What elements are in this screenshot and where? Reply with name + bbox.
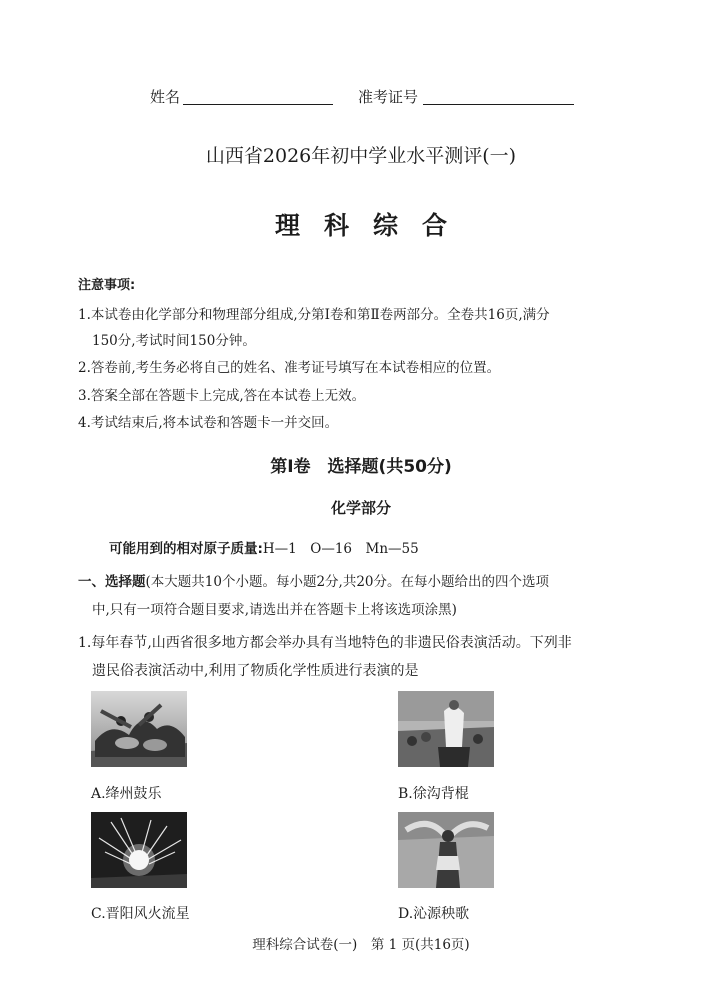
subject-title: 理科综合 — [274, 211, 471, 240]
question-group-intro-1: (本大题共10个小题。每小题2分,共20分。在每小题给出的四个选项 — [145, 574, 550, 590]
option-b-image — [398, 691, 494, 767]
note-item: 4.考试结束后,将本试卷和答题卡一并交回。 — [78, 415, 339, 431]
option-c-label[interactable]: C.晋阳风火流星 — [91, 906, 190, 922]
question-group-intro — [78, 570, 549, 590]
note-item: 1.本试卷由化学部分和物理部分组成,分第Ⅰ卷和第Ⅱ卷两部分。全卷共16页,满分 — [78, 307, 550, 323]
option-d-label[interactable]: D.沁源秧歌 — [398, 906, 470, 922]
option-d-image — [398, 812, 494, 888]
atomic-mass-line — [109, 537, 419, 557]
exam-number-label: 准考证号 — [358, 88, 419, 106]
question-1-stem-1: 1.每年春节,山西省很多地方都会举办具有当地特色的非遗民俗表演活动。下列非 — [78, 635, 572, 651]
option-a-image — [91, 691, 187, 767]
name-label: 姓名 — [150, 88, 181, 106]
note-item: 2.答卷前,考生务必将自己的姓名、准考证号填写在本试卷相应的位置。 — [78, 360, 501, 376]
atomic-mass-label: 可能用到的相对原子质量: — [109, 541, 263, 557]
note-item: 150分,考试时间150分钟。 — [92, 333, 256, 349]
section-title: 第Ⅰ卷 选择题(共50分) — [270, 457, 452, 477]
candidate-info-row — [0, 86, 722, 110]
notes-heading: 注意事项: — [78, 278, 136, 293]
page-footer: 理科综合试卷(一) 第 1 页(共16页) — [252, 937, 470, 953]
question-group-heading: 一、选择题 — [78, 574, 146, 590]
option-c-image — [91, 812, 187, 888]
note-item: 3.答案全部在答题卡上完成,答在本试卷上无效。 — [78, 388, 366, 404]
option-b-label[interactable]: B.徐沟背棍 — [398, 786, 469, 802]
exam-title: 山西省2026年初中学业水平测评(一) — [205, 145, 517, 167]
exam-number-field[interactable] — [423, 104, 574, 105]
part-title: 化学部分 — [330, 499, 391, 517]
option-a-label[interactable]: A.绛州鼓乐 — [91, 786, 162, 802]
atomic-mass-values: H—1 O—16 Mn—55 — [262, 541, 419, 557]
name-field[interactable] — [183, 104, 333, 105]
question-1-stem-2: 遗民俗表演活动中,利用了物质化学性质进行表演的是 — [92, 663, 419, 679]
question-group-intro-2: 中,只有一项符合题目要求,请选出并在答题卡上将该选项涂黑) — [92, 602, 457, 618]
